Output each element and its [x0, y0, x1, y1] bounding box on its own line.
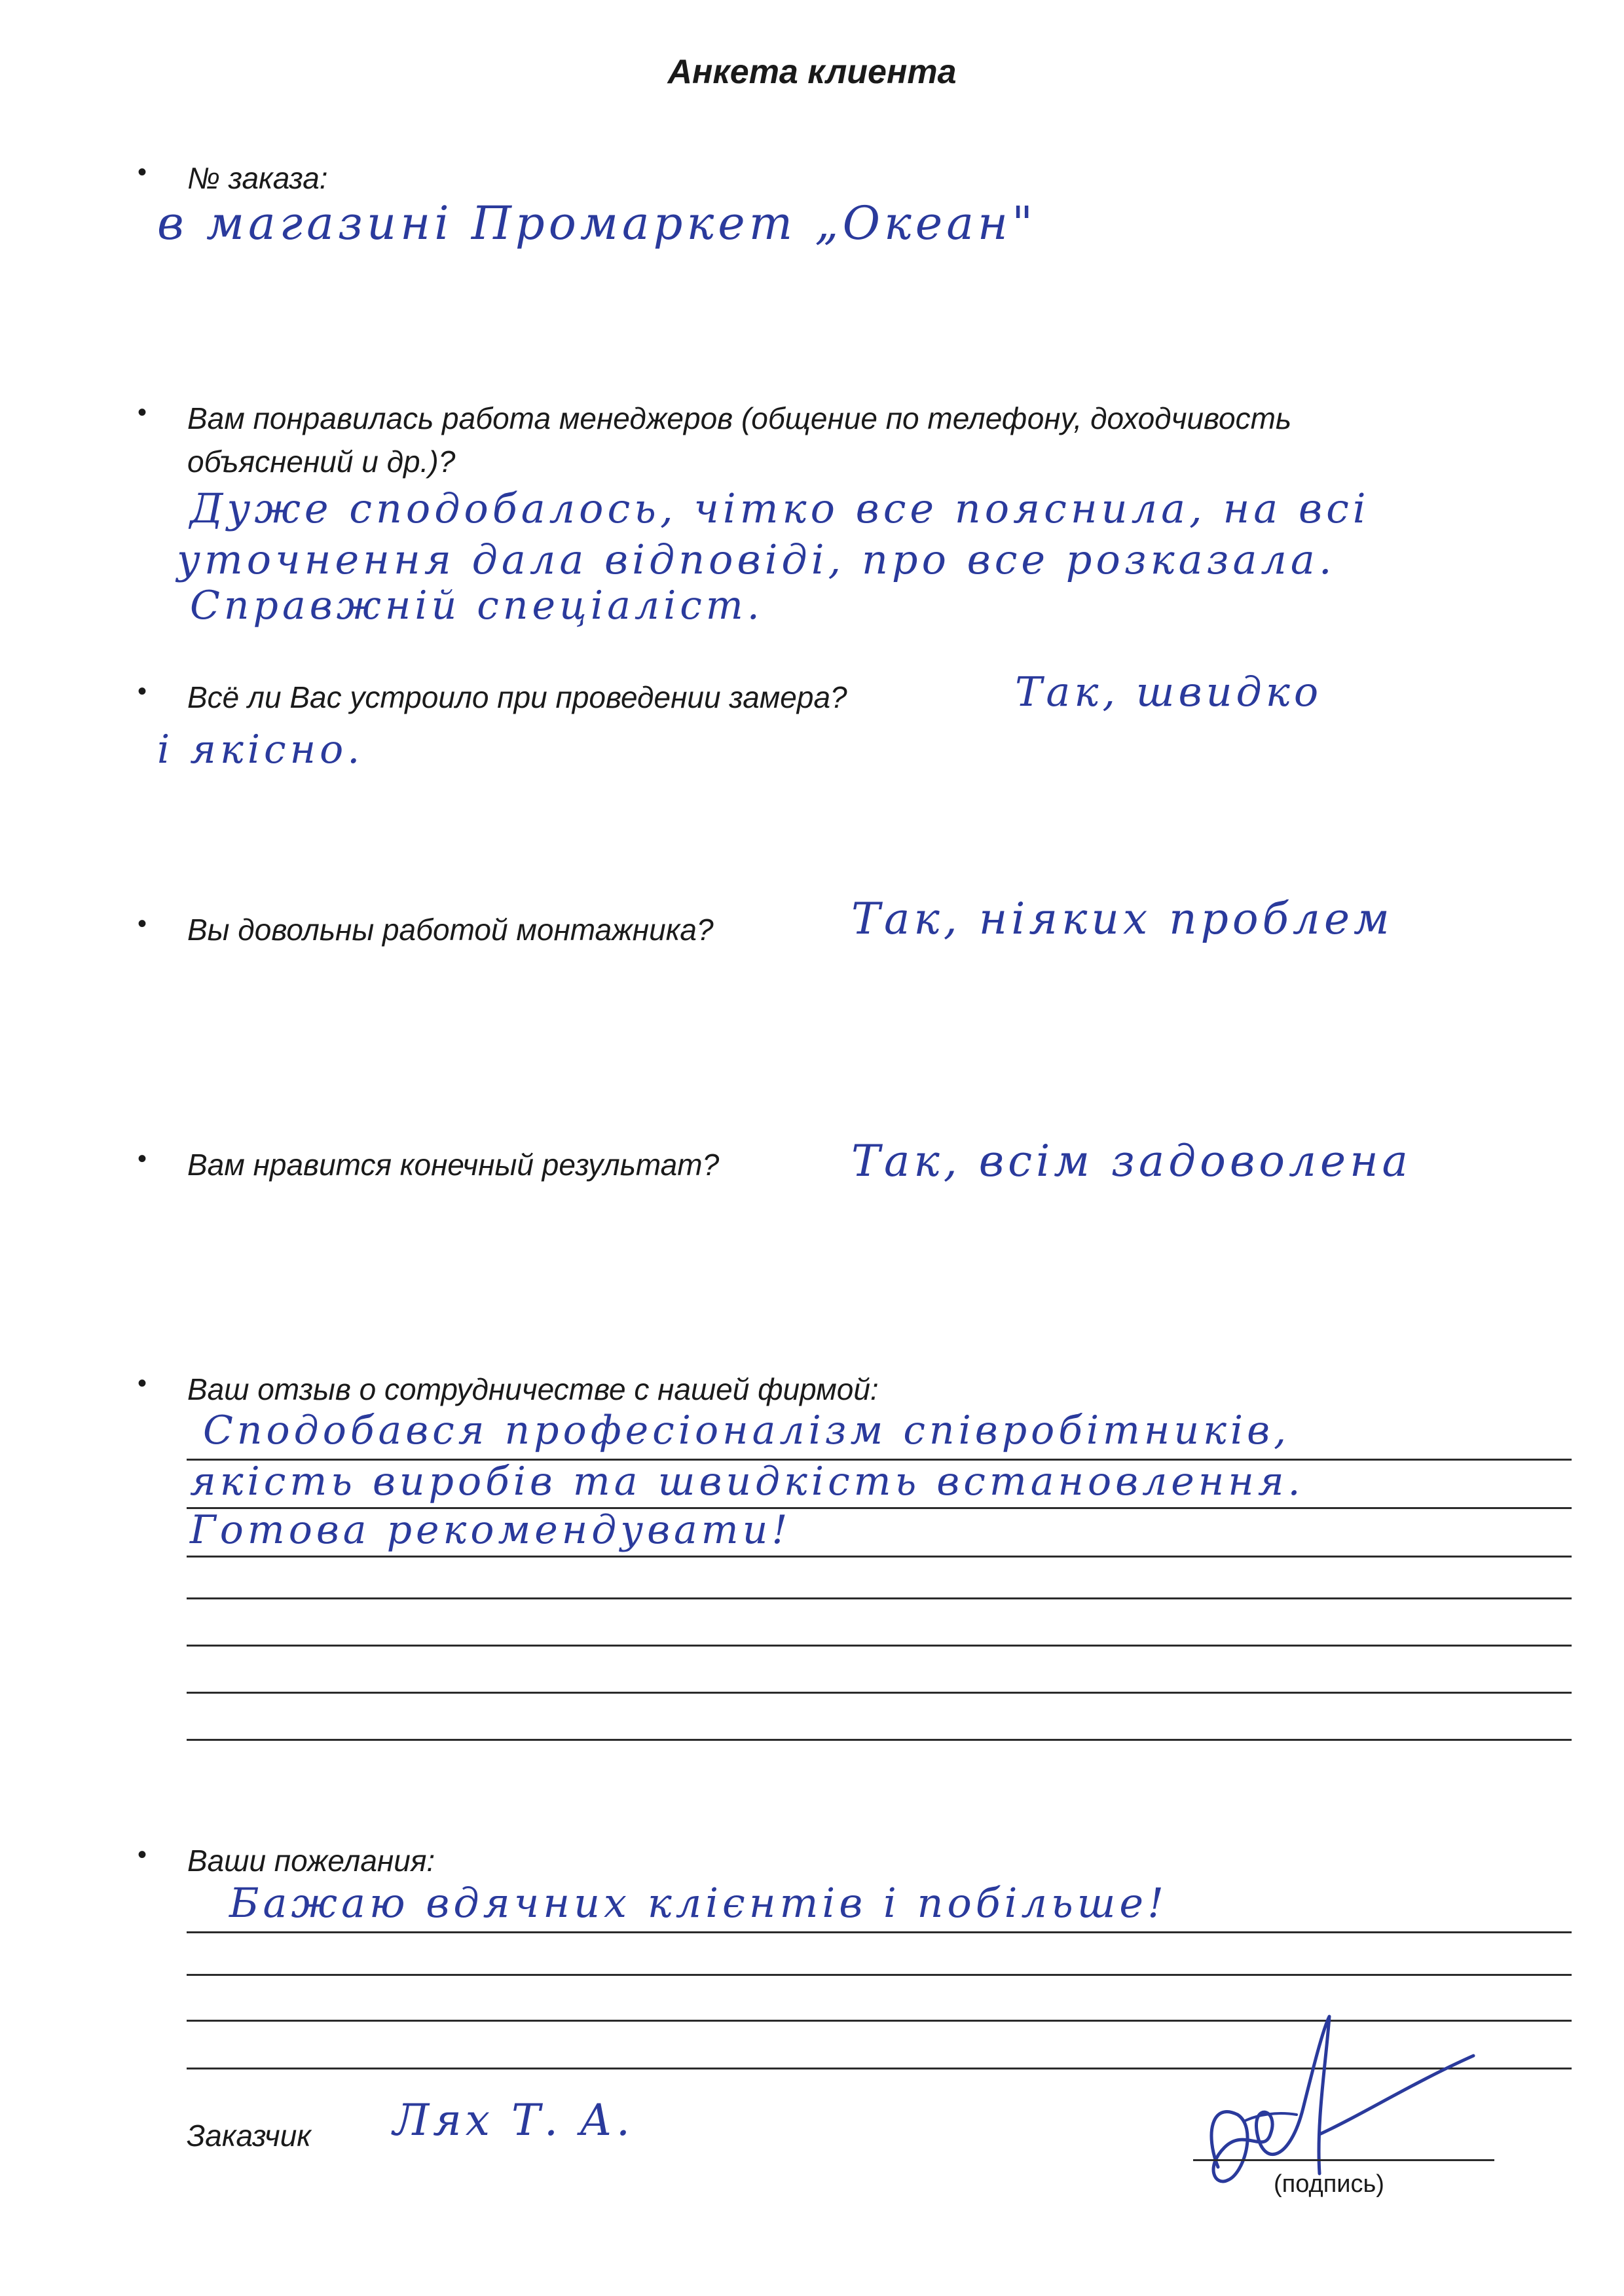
feedback-line-3: [187, 1556, 1572, 1558]
answer-feedback-line3: Готова рекомендувати!: [190, 1507, 792, 1553]
feedback-line-6: [187, 1692, 1572, 1694]
answer-feedback-line1: Сподобався професіоналізм співробітників,: [203, 1408, 1291, 1453]
answer-installer: Так, ніяких проблем: [851, 894, 1393, 944]
answer-managers-line1: Дуже сподобалось, чітко все пояснила, на всі: [190, 484, 1370, 532]
signature-line: [1193, 2159, 1494, 2161]
wishes-line-1: [187, 1931, 1572, 1933]
bullet-icon: •: [138, 158, 147, 187]
question-managers-label-line1: Вам понравилась работа менеджеров (общение по телефону, доходчивость: [187, 401, 1292, 435]
customer-label: Заказчик: [187, 2119, 312, 2153]
bullet-icon: •: [138, 1369, 147, 1398]
bullet-icon: •: [138, 677, 147, 706]
feedback-line-5: [187, 1645, 1572, 1647]
bullet-icon: •: [138, 398, 147, 427]
question-managers-label-line2: объяснений и др.)?: [187, 445, 456, 479]
answer-wishes: Бажаю вдячних клієнтів і побільше!: [229, 1879, 1168, 1927]
customer-name: Лях Т. А.: [393, 2095, 634, 2145]
bullet-icon: •: [138, 1840, 147, 1869]
wishes-line-2: [187, 1974, 1572, 1976]
answer-result: Так, всім задоволена: [851, 1136, 1412, 1186]
question-wishes-label: Ваши пожелания:: [187, 1844, 435, 1878]
answer-measure-line1: Так, швидко: [1015, 668, 1323, 716]
bullet-icon: •: [138, 909, 147, 938]
answer-managers-line2: уточнення дала відповіді, про все розказала.: [177, 536, 1336, 583]
question-measure-label: Всё ли Вас устроило при проведении замера?: [187, 680, 847, 714]
page-title: Анкета клиента: [667, 53, 957, 91]
bullet-icon: •: [138, 1144, 147, 1173]
question-order-label: № заказа:: [187, 161, 328, 195]
question-installer-label: Вы довольны работой монтажника?: [187, 913, 714, 947]
feedback-line-7: [187, 1739, 1572, 1741]
answer-measure-line2: і якісно.: [157, 727, 364, 773]
feedback-line-4: [187, 1597, 1572, 1599]
question-feedback-label: Ваш отзыв о сотрудничестве с нашей фирмой:: [187, 1372, 879, 1406]
answer-order: в магазині Промаркет „Океан": [157, 196, 1037, 250]
answer-feedback-line2: якість виробів та швидкість встановлення.: [190, 1459, 1304, 1504]
question-result-label: Вам нравится конечный результат?: [187, 1148, 720, 1182]
signature-caption: (подпись): [1274, 2170, 1384, 2198]
answer-managers-line3: Справжній спеціаліст.: [190, 583, 764, 629]
